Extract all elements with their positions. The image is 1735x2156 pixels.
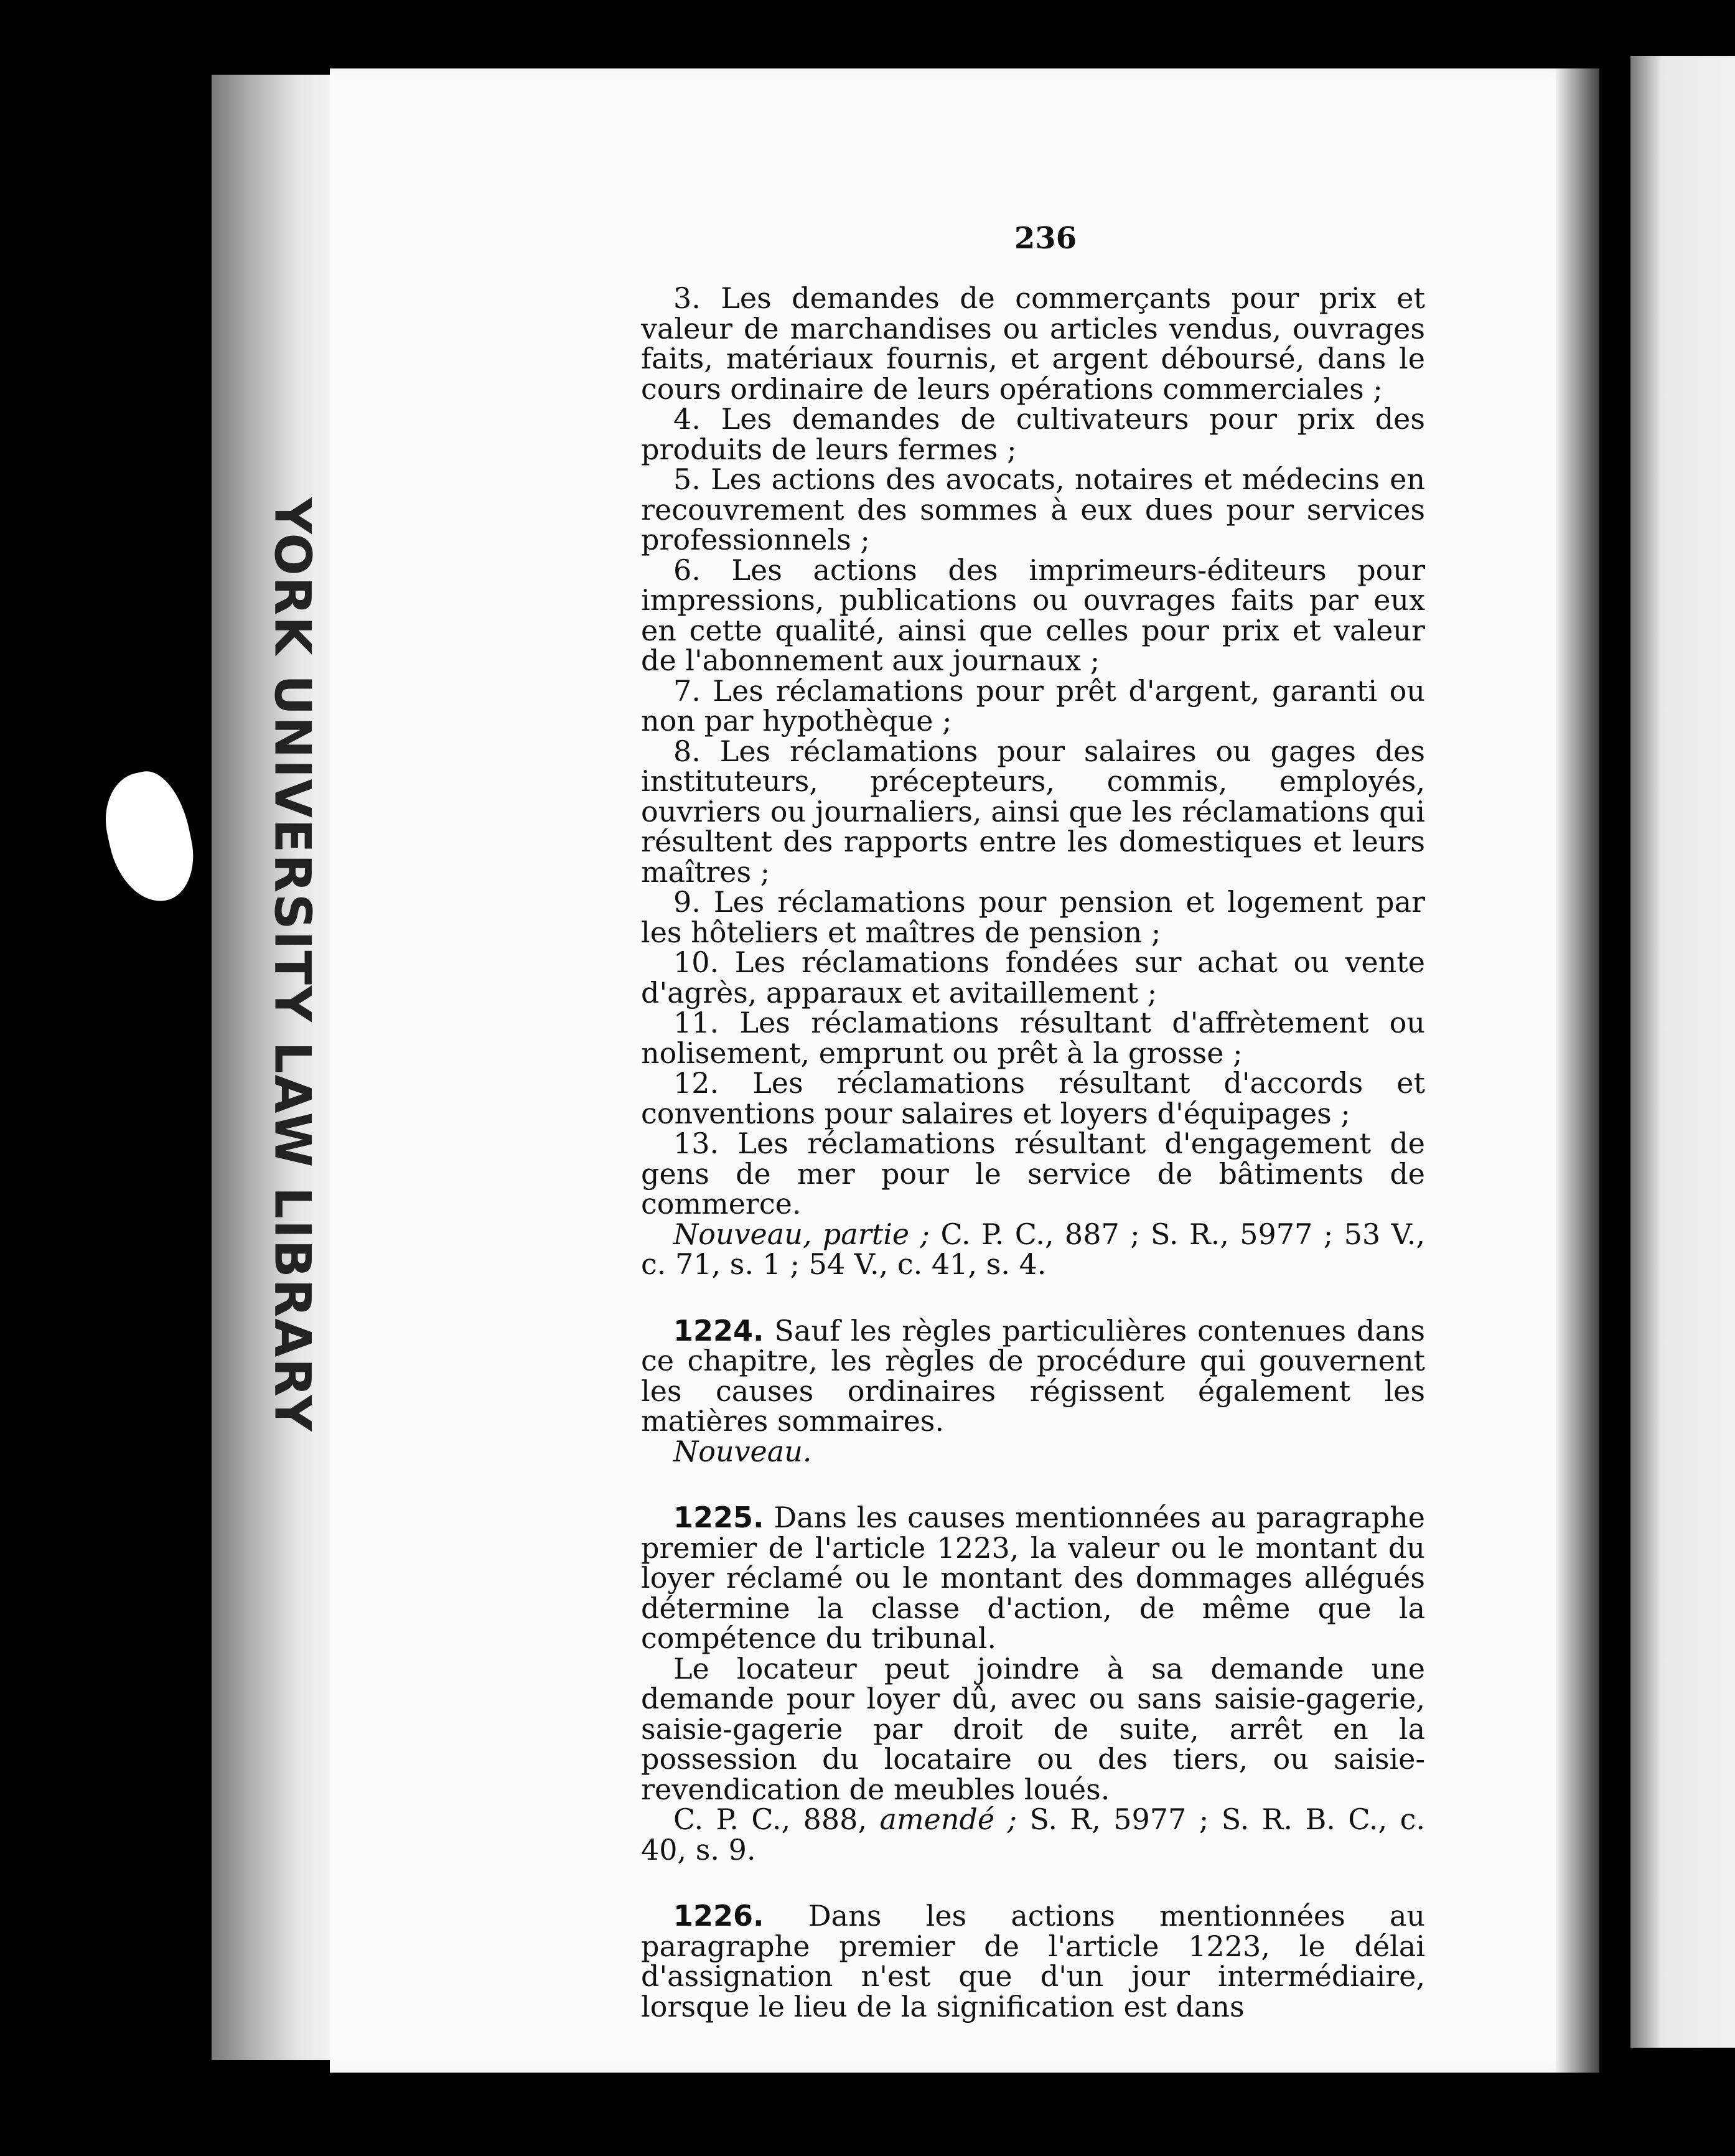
list-item: 10. Les réclamations fondées sur achat ou vente d'agrès, apparaux et avitaillement ; <box>641 945 1425 1010</box>
page-gutter-shadow <box>1556 68 1599 2073</box>
article-text: Dans les actions mentionnées au paragraphe premier de l'article 1223, le délai d'assignation n'est que d'un jour intermédiaire, lorsque le lieu de la signification est dans <box>641 1899 1425 2023</box>
list-item: 8. Les réclamations pour salaires ou gages des instituteurs, précepteurs, commis, employés, ouvriers ou journaliers, ainsi que les réclamations qui résultent des rapports entre les domestiques et leurs maîtres ; <box>641 734 1425 889</box>
list-item: 4. Les demandes de cultivateurs pour prix des produits de leurs fermes ; <box>641 402 1425 466</box>
list-item: 12. Les réclamations résultant d'accords et conventions pour salaires et loyers d'équipages ; <box>641 1066 1425 1130</box>
article-number: 1225. <box>673 1501 764 1534</box>
article-paragraph: Le locateur peut joindre à sa demande une demande pour loyer dû, avec ou sans saisie-gagerie, saisie-gagerie par droit de suite, arrêt en la possession du locataire ou des tiers, ou saisie-revendication de meubles loués. <box>641 1651 1425 1806</box>
list-item: 13. Les réclamations résultant d'engagement de gens de mer pour le service de bâtiments de commerce. <box>641 1127 1425 1221</box>
source-italic: Nouveau, partie ; <box>673 1217 930 1251</box>
list-item: 6. Les actions des imprimeurs-éditeurs pour impressions, publications ou ouvrages faits par eux en cette qualité, ainsi que celles pour prix et valeur de l'abonnement aux journaux ; <box>641 553 1425 677</box>
list-item: 9. Les réclamations pour pension et logement par les hôteliers et maîtres de pension ; <box>641 885 1425 949</box>
list-item: 7. Les réclamations pour prêt d'argent, garanti ou non par hypothèque ; <box>641 673 1425 738</box>
source-citation-1223 <box>641 1219 1425 1280</box>
list-item: 5. Les actions des avocats, notaires et médecins en recouvrement des sommes à eux dues pour services professionnels ; <box>641 462 1425 556</box>
library-stamp-text: YORK UNIVERSITY LAW LIBRARY <box>263 497 322 1432</box>
page-number: 236 <box>1014 221 1077 256</box>
list-item: 11. Les réclamations résultant d'affrètement ou nolisement, emprunt ou prêt à la grosse ; <box>641 1006 1425 1070</box>
paper-blot <box>96 765 203 909</box>
list-item: 3. Les demandes de commerçants pour prix et valeur de marchandises ou articles vendus, ouvrages faits, matériaux fournis, et argent déboursé, dans le cours ordinaire de leurs opérations commerciales ; <box>641 281 1425 406</box>
source-citation-1225: C. P. C., 888, amendé ; S. R, 5977 ; S. R. B. C., c. 40, s. 9. <box>641 1802 1425 1867</box>
article-1224 <box>641 1313 1425 1468</box>
article-1225 <box>641 1502 1425 1865</box>
article-number: 1224. <box>673 1313 764 1348</box>
source-citation-1224: Nouveau. <box>673 1434 812 1468</box>
article-1226 <box>641 1901 1425 2022</box>
source-text: C. P. C., 887 ; S. R., 5977 ; 53 V., c. 71, s. 1 ; 54 V., c. 41, s. 4. <box>641 1217 1425 1281</box>
library-stamp <box>258 497 327 1432</box>
article-text: Sauf les règles particulières contenues dans ce chapitre, les règles de procédure qui gouvernent les causes ordinaires régissent également les matières sommaires. <box>641 1313 1425 1438</box>
article-text: Dans les causes mentionnées au paragraphe premier de l'article 1223, la valeur ou le montant du loyer réclamé ou le montant des dommages allégués détermine la classe d'action, de même que la compétence du tribunal. <box>641 1501 1425 1655</box>
adjacent-page <box>1630 56 1735 2048</box>
page-body <box>641 283 1425 2022</box>
article-number: 1226. <box>673 1899 764 1933</box>
